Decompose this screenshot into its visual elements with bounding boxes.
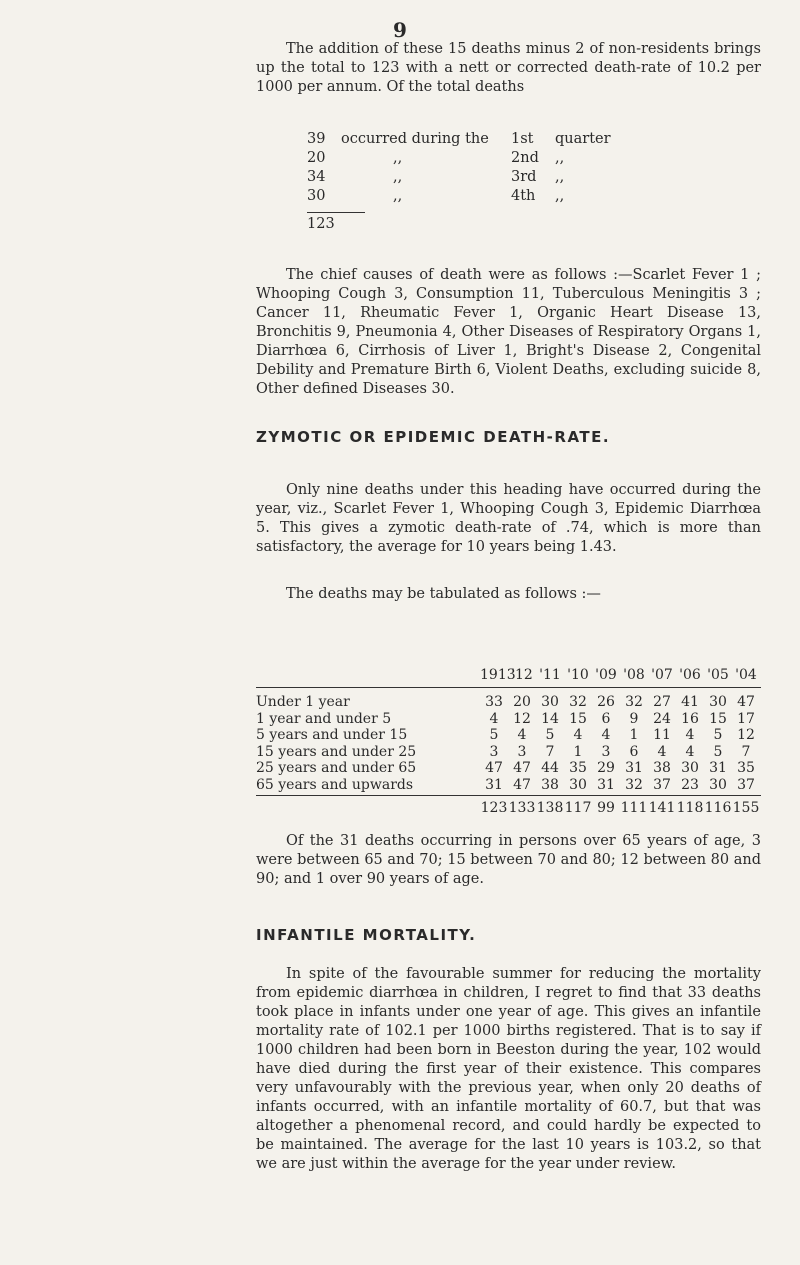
table-cell: 38 [653, 760, 671, 777]
table-cell: 15 [569, 710, 587, 727]
table-cell: 47 [737, 694, 755, 711]
table-cell: 12 [737, 727, 755, 744]
table-cell: 3 [601, 743, 611, 760]
total-cell: 117 [564, 800, 592, 816]
year-header: '04 [735, 667, 757, 683]
year-header: '08 [623, 667, 645, 683]
table-cell: 29 [597, 760, 615, 777]
deaths-by-age-table [256, 661, 761, 820]
row-label: 65 years and upwards [256, 776, 414, 793]
table-cell: 4 [517, 727, 527, 744]
over65-paragraph: Of the 31 deaths occurring in persons over 65 years of age, 3 were between 65 and 70; 15 between 70 and 80; 12 between 80 and 90; and 1 over 90 years of age. [256, 833, 761, 887]
table-cell: 30 [569, 776, 587, 793]
table-cell: 11 [653, 727, 671, 744]
table-cell: 4 [657, 743, 667, 760]
table-cell: 4 [685, 727, 695, 744]
table-row [256, 760, 761, 777]
year-header: '06 [679, 667, 701, 683]
quarter-count: 39 [307, 131, 326, 147]
total-cell: 138 [536, 800, 564, 816]
quarter-ordinal: 1st [511, 131, 534, 147]
table-row [256, 711, 761, 728]
table-cell: 3 [489, 743, 499, 760]
table-cell: 33 [485, 694, 503, 711]
table-cell: 14 [541, 710, 559, 727]
table-cell: 30 [681, 760, 699, 777]
table-cell: 24 [653, 710, 671, 727]
table-cell: 17 [737, 710, 755, 727]
table-cell: 35 [569, 760, 587, 777]
table-cell: 38 [541, 776, 559, 793]
total-cell: 141 [648, 800, 676, 816]
table-cell: 4 [489, 710, 499, 727]
quarter-count: 34 [307, 169, 326, 185]
table-row [256, 777, 761, 794]
table-cell: 32 [625, 776, 643, 793]
quarter-verb: ,, [393, 150, 403, 166]
sum-rule [307, 212, 365, 213]
table-cell: 41 [681, 694, 699, 711]
table-row [256, 694, 761, 711]
quarter-word: ,, [555, 188, 565, 204]
infantile-paragraph: In spite of the favourable summer for reducing the mortality from epidemic diarrhœa in children, I regret to find that 33 deaths took place in infants under one year of age. This gives an infantile mortality rate of 102.1 per 1000 births registered. That is to say if 1000 children had been born in Beeston during the year, 102 would have died during the first year of their existence. This compares very unfavourably with the previous year, when only 20 deaths of infants occurred, with an infantile mortality of 60.7, but that was altogether a phenomenal record, and could hardly be expected to be maintained. The average for the last 10 years is 103.2, so that we are just within the average for the year under review. [256, 966, 761, 1172]
quarter-row [307, 130, 615, 149]
year-header: '11 [539, 667, 561, 683]
table-cell: 30 [541, 694, 559, 711]
table-cell: 31 [625, 760, 643, 777]
table-cell: 37 [737, 776, 755, 793]
quarter-verb: ,, [393, 188, 403, 204]
table-totals-row [256, 795, 761, 820]
row-label: 5 years and under 15 [256, 727, 408, 744]
intro-paragraph: The addition of these 15 deaths minus 2 of non-residents brings up the total to 123 with a nett or corrected death-rate of 10.2 per 1000 per annum. Of the total deaths [256, 41, 761, 95]
table-cell: 15 [709, 710, 727, 727]
quarter-word: quarter [555, 131, 611, 147]
table-cell: 27 [653, 694, 671, 711]
zymotic-paragraph: Only nine deaths under this heading have occurred during the year, viz., Scarlet Fever 1, Whooping Cough 3, Epidemic Diarrhœa 5. This gives a zymotic death-rate of .74, which is more than satisfactory, the average for 10 years being 1.43. [256, 482, 761, 555]
table-cell: 7 [741, 743, 751, 760]
causes-paragraph: The chief causes of death were as follows :—Scarlet Fever 1 ; Whooping Cough 3, Consumption 11, Tuberculous Meningitis 3 ; Cancer 11, Rheumatic Fever 1, Organic Heart Disease 13, Bronchitis 9, Pneumonia 4, Other Diseases of Respiratory Organs 1, Diarrhœa 6, Cirrhosis of Liver 1, Bright's Disease 2, Congenital Debility and Premature Birth 6, Violent Deaths, excluding suicide 8, Other defined Diseases 30. [256, 267, 761, 397]
table-cell: 6 [601, 710, 611, 727]
quarter-row [307, 168, 615, 187]
table-cell: 1 [629, 727, 639, 744]
quarter-ordinal: 4th [511, 188, 536, 204]
total-cell: 118 [676, 800, 704, 816]
table-cell: 35 [737, 760, 755, 777]
table-row [256, 727, 761, 744]
table-cell: 44 [541, 760, 559, 777]
quarter-ordinal: 2nd [511, 150, 539, 166]
quarter-ordinal: 3rd [511, 169, 537, 185]
table-cell: 26 [597, 694, 615, 711]
year-header: '09 [595, 667, 617, 683]
total-cell: 111 [620, 800, 648, 816]
table-cell: 5 [545, 727, 555, 744]
row-label: 1 year and under 5 [256, 710, 392, 727]
row-label: Under 1 year [256, 694, 350, 711]
table-cell: 23 [681, 776, 699, 793]
table-cell: 31 [709, 760, 727, 777]
quarter-count: 20 [307, 150, 326, 166]
table-body [256, 694, 761, 793]
table-cell: 6 [629, 743, 639, 760]
quarter-count: 30 [307, 188, 326, 204]
table-cell: 4 [573, 727, 583, 744]
table-cell: 30 [709, 776, 727, 793]
quarter-verb: ,, [393, 169, 403, 185]
row-label: 25 years and under 65 [256, 760, 417, 777]
year-header: '07 [651, 667, 673, 683]
quarter-verb: occurred during the [341, 131, 489, 147]
table-cell: 1 [573, 743, 583, 760]
table-cell: 31 [485, 776, 503, 793]
row-label: 15 years and under 25 [256, 743, 417, 760]
page-number: 9 [393, 18, 407, 42]
quarter-word: ,, [555, 169, 565, 185]
total-cell: 116 [704, 800, 732, 816]
table-cell: 47 [485, 760, 503, 777]
table-cell: 16 [681, 710, 699, 727]
table-cell: 30 [709, 694, 727, 711]
quarter-word: ,, [555, 150, 565, 166]
table-header [256, 661, 761, 688]
table-cell: 5 [713, 727, 723, 744]
table-cell: 47 [513, 776, 531, 793]
table-cell: 32 [569, 694, 587, 711]
table-cell: 20 [513, 694, 531, 711]
total-cell: 133 [508, 800, 536, 816]
quarterly-deaths-list [307, 130, 615, 234]
table-cell: 7 [545, 743, 555, 760]
table-cell: 5 [713, 743, 723, 760]
year-header: '12 [511, 667, 533, 683]
table-cell: 47 [513, 760, 531, 777]
year-header: 1913 [480, 667, 516, 683]
table-cell: 9 [629, 710, 639, 727]
quarter-row [307, 187, 615, 206]
table-cell: 37 [653, 776, 671, 793]
table-cell: 4 [601, 727, 611, 744]
year-header: '05 [707, 667, 729, 683]
table-row [256, 744, 761, 761]
quarters-total: 123 [307, 216, 335, 232]
infantile-heading: INFANTILE MORTALITY. [256, 926, 477, 944]
year-header: '10 [567, 667, 589, 683]
table-cell: 32 [625, 694, 643, 711]
tabulated-intro: The deaths may be tabulated as follows :— [286, 586, 601, 602]
total-cell: 99 [597, 800, 615, 816]
table-cell: 31 [597, 776, 615, 793]
table-cell: 3 [517, 743, 527, 760]
total-cell: 123 [480, 800, 508, 816]
table-cell: 5 [489, 727, 499, 744]
total-cell: 155 [732, 800, 760, 816]
quarter-row [307, 149, 615, 168]
zymotic-heading: ZYMOTIC OR EPIDEMIC DEATH-RATE. [256, 428, 611, 446]
table-cell: 12 [513, 710, 531, 727]
table-cell: 4 [685, 743, 695, 760]
